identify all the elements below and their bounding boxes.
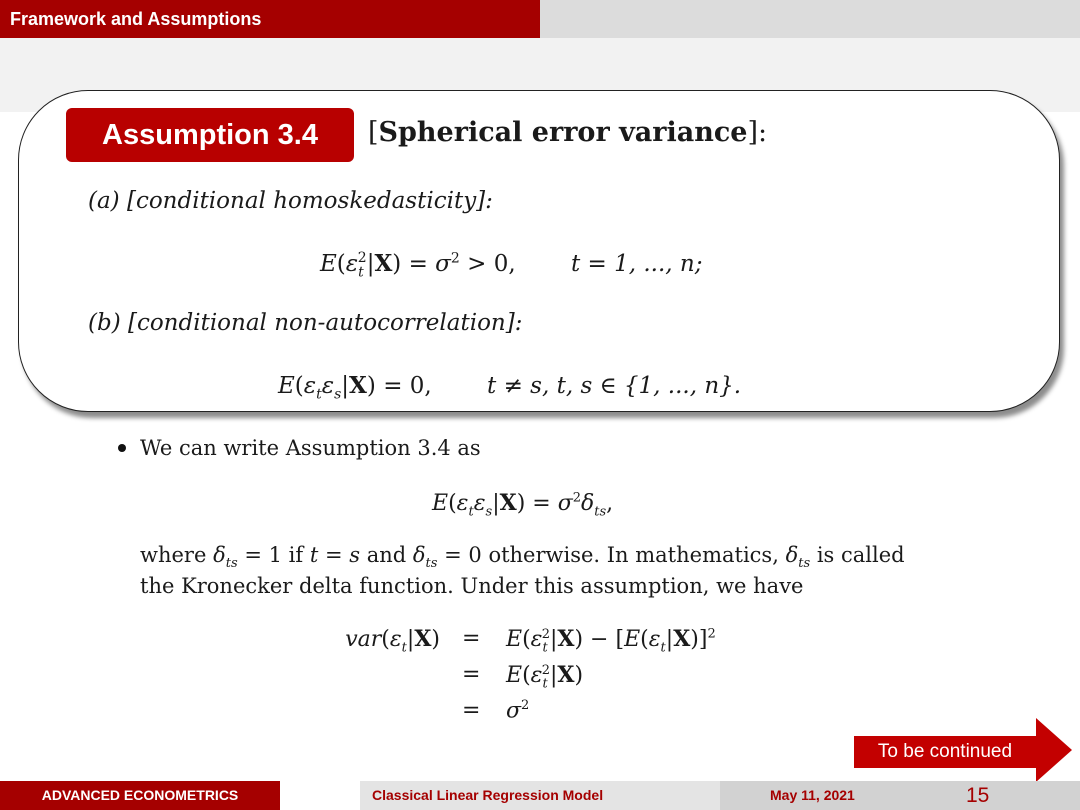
arrow-right-icon[interactable]	[1036, 718, 1072, 782]
footer-bar	[0, 781, 1080, 810]
page-number: 15	[966, 784, 990, 807]
footer-gap	[280, 781, 370, 810]
footer-date: May 11, 2021	[770, 787, 855, 803]
equation-b: $E(\varepsilon_t\varepsilon_s|X) = 0$, t ≠ s, t, s ∈ {1, ..., n}.	[278, 372, 742, 403]
assumption-badge: Assumption 3.4	[66, 108, 354, 162]
equation-b-condition: t ≠ s, t, s ∈ {1, ..., n}.	[487, 373, 742, 399]
footer-topic: Classical Linear Regression Model	[360, 781, 720, 810]
footer-right	[720, 781, 1080, 810]
variance-rhs-3: $\sigma^2$	[506, 698, 530, 724]
equation-a: $E(\varepsilon_t^2|X) = \sigma^2 > 0$, t = 1, ..., n;	[320, 250, 703, 281]
equals-sign-2: =	[462, 662, 481, 687]
assumption-title-text: Spherical error variance	[378, 117, 748, 148]
footer-course: ADVANCED ECONOMETRICS	[0, 781, 280, 810]
part-b-label: (b) [conditional non-autocorrelation]:	[88, 310, 523, 336]
section-title: Framework and Assumptions	[0, 0, 540, 38]
variance-lhs: $var(\varepsilon_t|X)$	[345, 626, 440, 656]
equals-sign-1: =	[462, 626, 481, 651]
assumption-title: [Spherical error variance]:	[368, 117, 768, 148]
bullet-item	[118, 436, 481, 460]
variance-rhs-2: $E(\varepsilon_t^2|X)$	[506, 662, 584, 692]
header-bar	[0, 0, 1080, 38]
paragraph-line-1: where $\delta_{ts} = 1$ if t = s and $\delta_{ts} = 0$ otherwise. In mathematics, $\delta_{ts}$ is called	[140, 543, 905, 572]
equals-sign-3: =	[462, 698, 481, 723]
equation-delta: $E(\varepsilon_t\varepsilon_s|X) = \sigma^2\delta_{ts}$,	[432, 490, 614, 520]
bullet-text: We can write Assumption 3.4 as	[140, 436, 481, 460]
bullet-dot-icon	[118, 444, 126, 452]
continue-button[interactable]: To be continued	[854, 736, 1036, 768]
part-a-label: (a) [conditional homoskedasticity]:	[88, 188, 493, 214]
variance-rhs-1: $E(\varepsilon_t^2|X) - [E(\varepsilon_t|X)]^2$	[506, 626, 716, 656]
paragraph-line-2: the Kronecker delta function. Under this assumption, we have	[140, 574, 804, 598]
equation-a-condition: t = 1, ..., n;	[570, 251, 703, 277]
